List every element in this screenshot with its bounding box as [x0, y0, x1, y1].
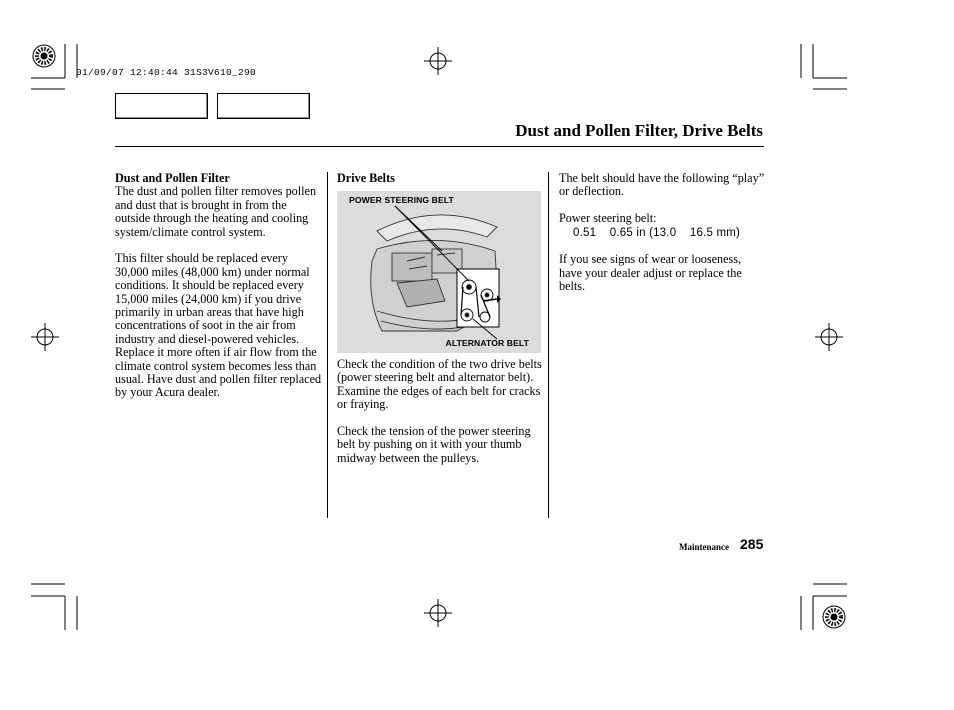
power-steering-belt-value: 0.51 0.65 in (13.0 16.5 mm) [573, 226, 741, 239]
header-rule [115, 146, 764, 147]
section-heading-drive-belts: Drive Belts [337, 171, 395, 185]
deflection-paragraph-3: If you see signs of wear or looseness, have your dealer adjust or replace the belts. [559, 252, 742, 294]
registration-target-top-left [33, 45, 55, 67]
drive-belts-paragraph-1: Check the condition of the two drive belts (power steering belt and alternator belt). Examine the edges of each belt for cracks or fraying. [337, 357, 542, 412]
column-belt-deflection [559, 172, 766, 294]
column-drive-belts-body [337, 358, 544, 465]
nav-tab-blank-2 [217, 93, 310, 119]
column-dust-filter [115, 172, 322, 400]
deflection-paragraph-1: The belt should have the following “play” or deflection. [559, 171, 765, 199]
power-steering-belt-label: Power steering belt: [559, 211, 657, 226]
drive-belts-paragraph-2: Check the tension of the power steering belt by pushing on it with your thumb midway between the pulleys. [337, 424, 531, 465]
section-heading-dust-filter: Dust and Pollen Filter [115, 171, 230, 185]
registration-target-bottom-right [823, 606, 845, 628]
print-job-id: 01/09/07 12:40:44 31S3V610_290 [76, 67, 257, 78]
page-title: Dust and Pollen Filter, Drive Belts [515, 121, 763, 140]
page-number: 285 [740, 536, 764, 552]
nav-tab-blank-1 [115, 93, 208, 119]
dust-filter-paragraph-2: This filter should be replaced every 30,000 miles (48,000 km) under normal conditions. It should be replaced every 15,000 miles (24,000 km) if you drive primarily in urban areas that have high concentrations of soot in the air from industry and diesel-powered vehicles. Replace it more often if air flow from the climate control system becomes less than usual. Have dust and pollen filter replaced by your Acura dealer. [115, 251, 322, 400]
drive-belt-figure [337, 191, 541, 353]
callout-alternator-belt: ALTERNATOR BELT [445, 338, 529, 348]
column-divider-1 [327, 172, 328, 518]
callout-power-steering-belt: POWER STEERING BELT [349, 195, 454, 205]
dust-filter-paragraph-1: The dust and pollen filter removes pollen and dust that is brought in from the outside through the heating and cooling system/climate control system. [115, 184, 317, 239]
footer-section-label: Maintenance [679, 542, 729, 552]
engine-bay-illustration [337, 191, 541, 353]
column-drive-belts [337, 172, 544, 185]
column-divider-2 [548, 172, 549, 518]
